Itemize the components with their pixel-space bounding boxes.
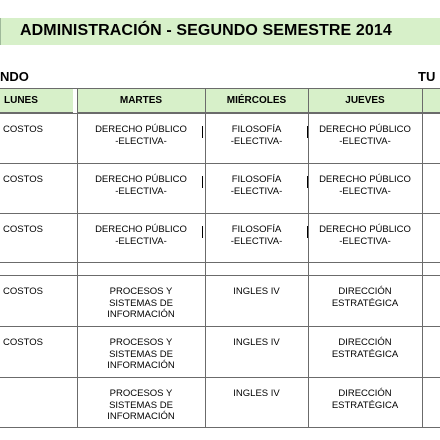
schedule-cell: FILOSOFÍA -ELECTIVA- <box>230 224 283 247</box>
schedule-cell: DIRECCIÓN ESTRATÉGICA <box>331 388 399 411</box>
day-header-3: MIÉRCOLES <box>205 88 308 113</box>
row-divider <box>0 275 440 276</box>
schedule-cell: DERECHO PÚBLICO -ELECTIVA- <box>95 174 187 197</box>
cell-separator <box>202 126 203 138</box>
schedule-cell: INGLES IV <box>233 388 280 399</box>
schedule-cell: FILOSOFÍA -ELECTIVA- <box>230 174 283 197</box>
row-divider <box>0 88 440 89</box>
row-divider <box>0 163 440 164</box>
schedule-cell: DERECHO PÚBLICO -ELECTIVA- <box>319 174 411 197</box>
schedule-cell: DERECHO PÚBLICO -ELECTIVA- <box>95 124 187 147</box>
schedule-cell: DERECHO PÚBLICO -ELECTIVA- <box>319 124 411 147</box>
schedule-cell: DERECHO PÚBLICO -ELECTIVA- <box>95 224 187 247</box>
shift-label-left: NDO <box>0 69 29 84</box>
schedule-cell: PROCESOS Y SISTEMAS DE INFORMACIÓN <box>107 286 175 320</box>
schedule-cell: DIRECCIÓN ESTRATÉGICA <box>331 337 399 360</box>
schedule-cell: INGLES IV <box>233 337 280 348</box>
schedule-cell: COSTOS <box>3 337 43 348</box>
cell-separator <box>202 226 203 238</box>
row-divider <box>0 326 440 327</box>
schedule-title: ADMINISTRACIÓN - SEGUNDO SEMESTRE 2014 <box>20 22 392 39</box>
schedule-cell: INGLES IV <box>233 286 280 297</box>
cell-separator <box>307 176 308 188</box>
title-border <box>0 18 1 45</box>
day-header-2: MARTES <box>77 88 205 113</box>
title-bar <box>0 18 440 45</box>
row-divider <box>0 213 440 214</box>
schedule-cell: DIRECCIÓN ESTRATÉGICA <box>331 286 399 309</box>
schedule-cell: COSTOS <box>3 286 43 297</box>
day-header-1: LUNES <box>0 88 73 113</box>
schedule-cell: FILOSOFÍA -ELECTIVA- <box>230 124 283 147</box>
schedule-cell: DERECHO PÚBLICO -ELECTIVA- <box>319 224 411 247</box>
schedule-cell: PROCESOS Y SISTEMAS DE INFORMACIÓN <box>107 337 175 371</box>
cell-separator <box>307 226 308 238</box>
shift-label-right: TU <box>418 69 436 84</box>
cell-separator <box>202 176 203 188</box>
cell-separator <box>307 126 308 138</box>
row-divider <box>0 377 440 378</box>
schedule-cell: COSTOS <box>3 224 43 235</box>
schedule-cell: COSTOS <box>3 124 43 135</box>
row-divider <box>0 427 440 428</box>
schedule-cell: PROCESOS Y SISTEMAS DE INFORMACIÓN <box>107 388 175 422</box>
row-divider <box>0 262 440 263</box>
row-divider <box>0 113 440 114</box>
day-header-4: JUEVES <box>308 88 440 113</box>
schedule-cell: COSTOS <box>3 174 43 185</box>
